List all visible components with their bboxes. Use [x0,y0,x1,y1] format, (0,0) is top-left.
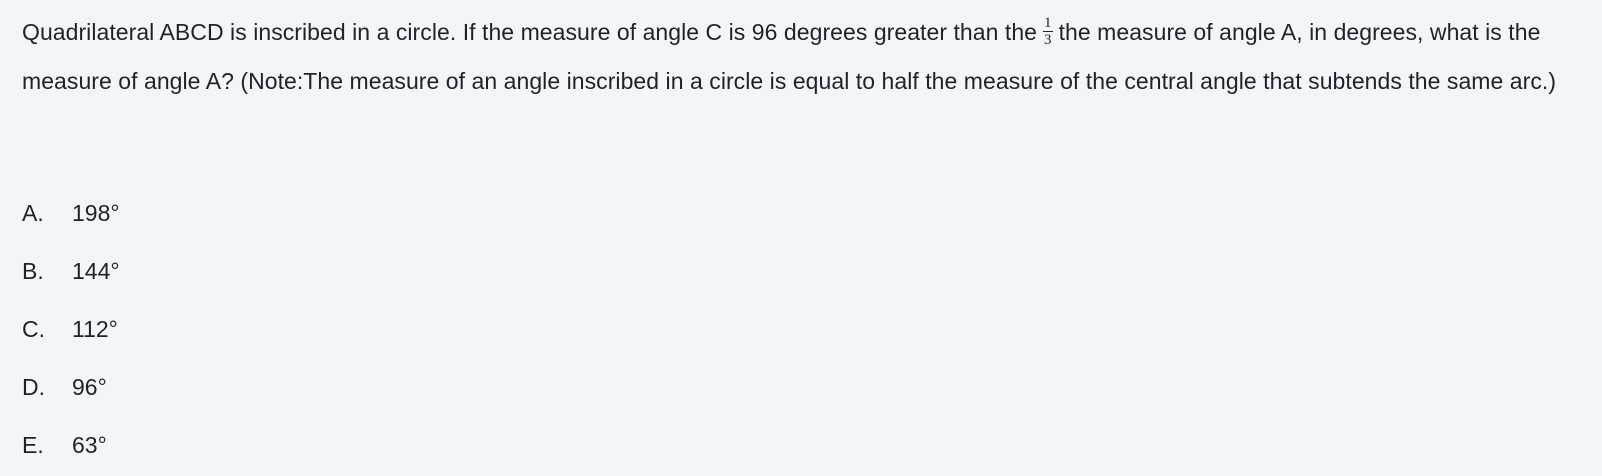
choice-letter: E. [22,431,44,458]
choice-value: 63° [72,431,107,458]
choice-letter: D. [22,373,45,400]
answer-choices [22,184,622,474]
choice-letter: A. [22,199,44,226]
choice-value: 144° [72,257,120,284]
answer-choice-b[interactable] [22,242,622,300]
choice-letter: C. [22,315,45,342]
answer-choice-c[interactable] [22,300,622,358]
choice-value: 198° [72,199,120,226]
fraction-one-third [1043,16,1053,47]
question-text-part-2: the measure of angle A, in degrees, what is the measure of angle A? (Note:The measure of an angle inscribed in a circle is equal to half the measure of the central angle that subtends the same arc.) [22,19,1557,94]
answer-choice-e[interactable] [22,416,622,474]
answer-choice-a[interactable] [22,184,622,242]
fraction-numerator: 1 [1044,15,1052,32]
fraction-denominator: 3 [1044,32,1052,49]
choice-letter: B. [22,257,44,284]
question-text-part-1: Quadrilateral ABCD is inscribed in a circle. If the measure of angle C is 96 degrees greater than the [22,19,1038,45]
choice-value: 96° [72,373,107,400]
question-text [22,8,1592,106]
choice-value: 112° [72,315,118,342]
answer-choice-d[interactable] [22,358,622,416]
